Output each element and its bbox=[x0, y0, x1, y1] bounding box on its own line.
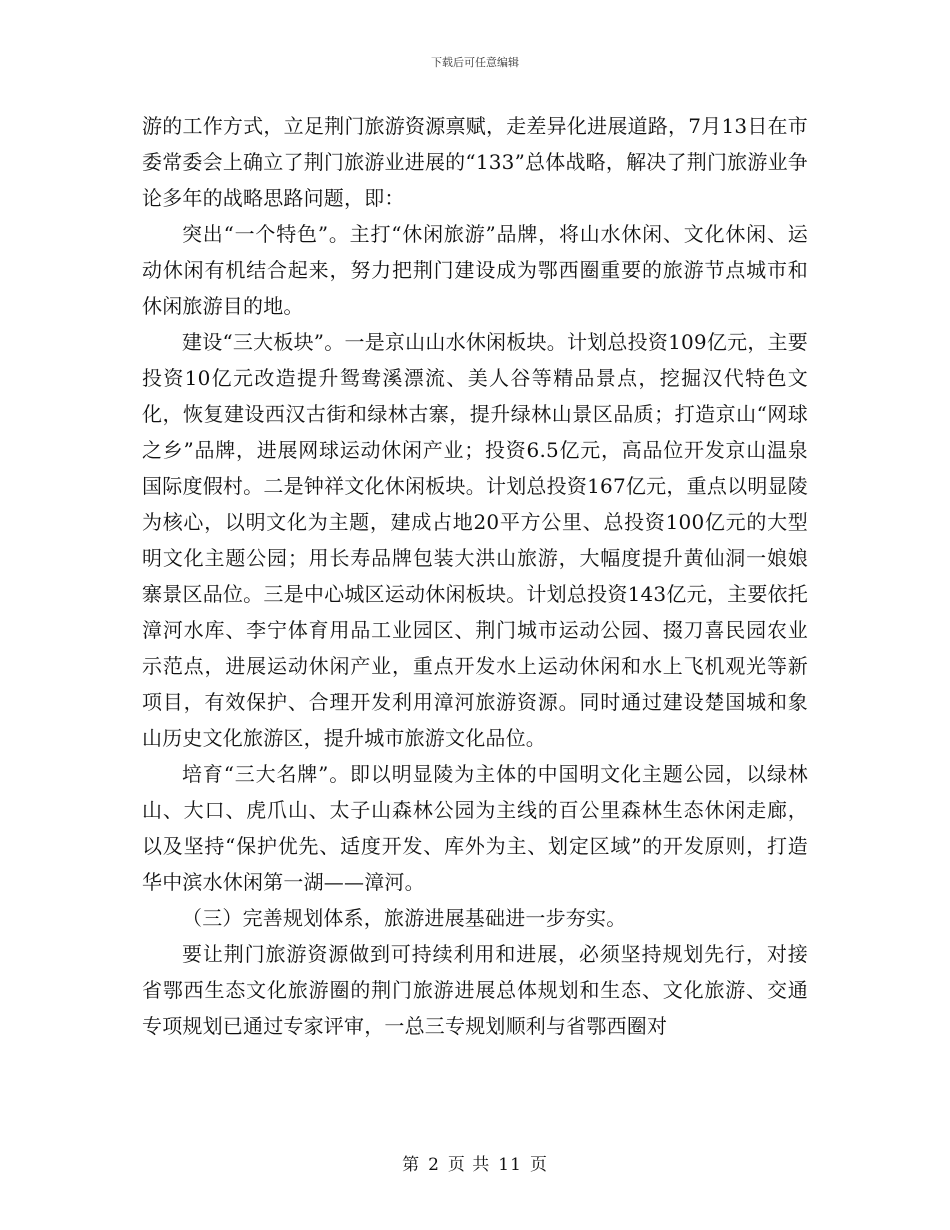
footer-prefix: 第 bbox=[402, 1155, 421, 1175]
paragraph-5: （三）完善规划体系，旅游进展基础进一步夯实。 bbox=[182, 906, 627, 930]
paragraph-1: 游的工作方式，立足荆门旅游资源禀赋，走差异化进展道路，7月13日在市委常委会上确立了荆门旅游业进展的“133”总体战略，解决了荆门旅游业争论多年的战略思路问题，即： bbox=[142, 114, 808, 210]
page-number: 2 bbox=[428, 1155, 440, 1175]
footer-middle: 页 共 bbox=[447, 1155, 491, 1175]
footer-suffix: 页 bbox=[529, 1155, 548, 1175]
page-header: 下载后可任意编辑 bbox=[431, 56, 519, 69]
page-footer bbox=[0, 1150, 950, 1175]
paragraph-2: 突出“一个特色”。主打“休闲旅游”品牌，将山水休闲、文化休闲、运动休闲有机结合起来，努力把荆门建设成为鄂西圈重要的旅游节点城市和休闲旅游目的地。 bbox=[142, 222, 808, 318]
document-body bbox=[142, 108, 808, 1044]
paragraph-6: 要让荆门旅游资源做到可持续利用和进展，必须坚持规划先行，对接省鄂西生态文化旅游圈的荆门旅游进展总体规划和生态、文化旅游、交通专项规划已通过专家评审，一总三专规划顺利与省鄂西圈对 bbox=[142, 942, 808, 1038]
total-pages: 11 bbox=[498, 1155, 522, 1175]
paragraph-3: 建设“三大板块”。一是京山山水休闲板块。计划总投资109亿元，主要投资10亿元改造提升鸳鸯溪漂流、美人谷等精品景点，挖掘汉代特色文化，恢复建设西汉古街和绿林古寨，提升绿林山景区品质；打造京山“网球之乡”品牌，进展网球运动休闲产业；投资6.5亿元，高品位开发京山温泉国际度假村。二是钟祥文化休闲板块。计划总投资167亿元，重点以明显陵为核心，以明文化为主题，建成占地20平方公里、总投资100亿元的大型明文化主题公园；用长寿品牌包装大洪山旅游，大幅度提升黄仙洞一娘娘寨景区品位。三是中心城区运动休闲板块。计划总投资143亿元，主要依托漳河水库、李宁体育用品工业园区、荆门城市运动公园、掇刀喜民园农业示范点，进展运动休闲产业，重点开发水上运动休闲和水上飞机观光等新项目，有效保护、合理开发利用漳河旅游资源。同时通过建设楚国城和象山历史文化旅游区，提升城市旅游文化品位。 bbox=[142, 330, 808, 750]
paragraph-4: 培育“三大名牌”。即以明显陵为主体的中国明文化主题公园，以绿林山、大口、虎爪山、太子山森林公园为主线的百公里森林生态休闲走廊，以及坚持“保护优先、适度开发、库外为主、划定区域”的开发原则，打造华中滨水休闲第一湖——漳河。 bbox=[142, 762, 808, 894]
